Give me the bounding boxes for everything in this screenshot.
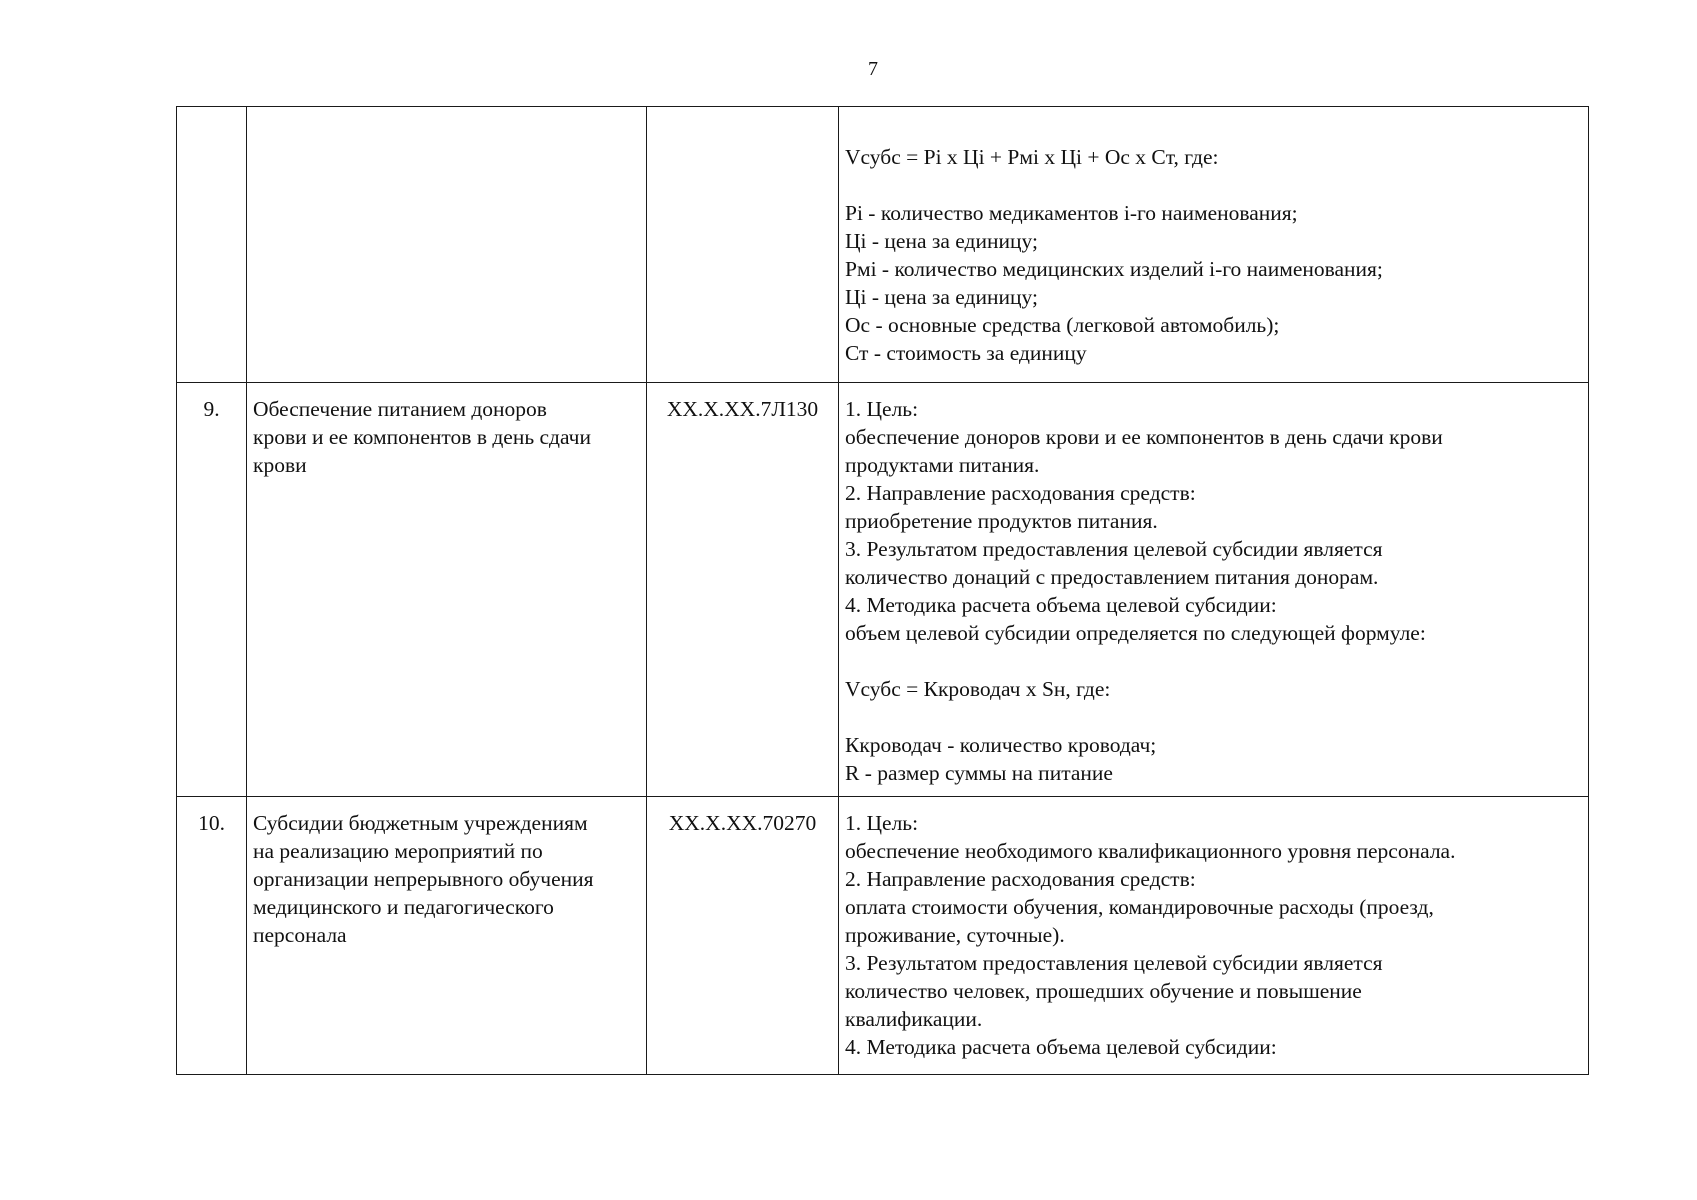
description-line: 4. Методика расчета объема целевой субсидии: (845, 1035, 1277, 1059)
description-line: квалификации. (845, 1007, 983, 1031)
description-line: 1. Цель: (845, 811, 919, 835)
definition-line: Pi - количество медикаментов i-го наименования; (845, 201, 1298, 225)
table-row-continuation (177, 107, 1589, 383)
definition-line: Цi - цена за единицу; (845, 229, 1038, 253)
description-line: 2. Направление расходования средств: (845, 481, 1196, 505)
description-line: обеспечение доноров крови и ее компонентов в день сдачи крови (845, 425, 1443, 449)
description-line: оплата стоимости обучения, командировочные расходы (проезд, (845, 895, 1434, 919)
definition-line: Ст - стоимость за единицу (845, 341, 1087, 365)
name-line: медицинского и педагогического (253, 895, 554, 919)
row-number-cell: 10. (177, 797, 247, 1075)
row-description-cell (839, 383, 1589, 797)
definition-line: R - размер суммы на питание (845, 761, 1113, 785)
name-line: организации непрерывного обучения (253, 867, 594, 891)
name-line: персонала (253, 923, 347, 947)
row-code-cell (647, 107, 839, 383)
definition-line: Ос - основные средства (легковой автомобиль); (845, 313, 1280, 337)
row-name-cell (247, 107, 647, 383)
name-line: крови (253, 453, 307, 477)
row-description-cell (839, 107, 1589, 383)
name-line: крови и ее компонентов в день сдачи (253, 425, 591, 449)
page-number: 7 (868, 58, 878, 80)
name-line: Субсидии бюджетным учреждениям (253, 811, 588, 835)
description-line: обеспечение необходимого квалификационного уровня персонала. (845, 839, 1456, 863)
row-name-cell (247, 383, 647, 797)
row-number-cell (177, 107, 247, 383)
definition-line: Pмi - количество медицинских изделий i-го наименования; (845, 257, 1383, 281)
definition-line: Цi - цена за единицу; (845, 285, 1038, 309)
table-row-9 (177, 383, 1589, 797)
table-row-10 (177, 797, 1589, 1075)
row-name-cell (247, 797, 647, 1075)
formula-line: Vсубс = Pi x Цi + Pмi x Цi + Oc x Cт, где: (845, 145, 1219, 169)
row-description-cell (839, 797, 1589, 1075)
subsidy-table (176, 106, 1589, 1075)
row-number-cell: 9. (177, 383, 247, 797)
row-code-cell: XX.X.XX.70270 (647, 797, 839, 1075)
description-line: 3. Результатом предоставления целевой субсидии является (845, 537, 1383, 561)
definition-line: Ккроводач - количество кроводач; (845, 733, 1157, 757)
description-line: 4. Методика расчета объема целевой субсидии: (845, 593, 1277, 617)
name-line: Обеспечение питанием доноров (253, 397, 547, 421)
description-line: проживание, суточные). (845, 923, 1065, 947)
description-line: количество человек, прошедших обучение и повышение (845, 979, 1362, 1003)
description-line: 3. Результатом предоставления целевой субсидии является (845, 951, 1383, 975)
description-line: 2. Направление расходования средств: (845, 867, 1196, 891)
description-line: 1. Цель: (845, 397, 919, 421)
row-code-cell: XX.X.XX.7Л130 (647, 383, 839, 797)
formula-line: Vсубс = Ккроводач x Sн, где: (845, 677, 1111, 701)
description-line: количество донаций с предоставлением питания донорам. (845, 565, 1379, 589)
description-line: продуктами питания. (845, 453, 1040, 477)
name-line: на реализацию мероприятий по (253, 839, 543, 863)
description-line: объем целевой субсидии определяется по следующей формуле: (845, 621, 1426, 645)
description-line: приобретение продуктов питания. (845, 509, 1158, 533)
